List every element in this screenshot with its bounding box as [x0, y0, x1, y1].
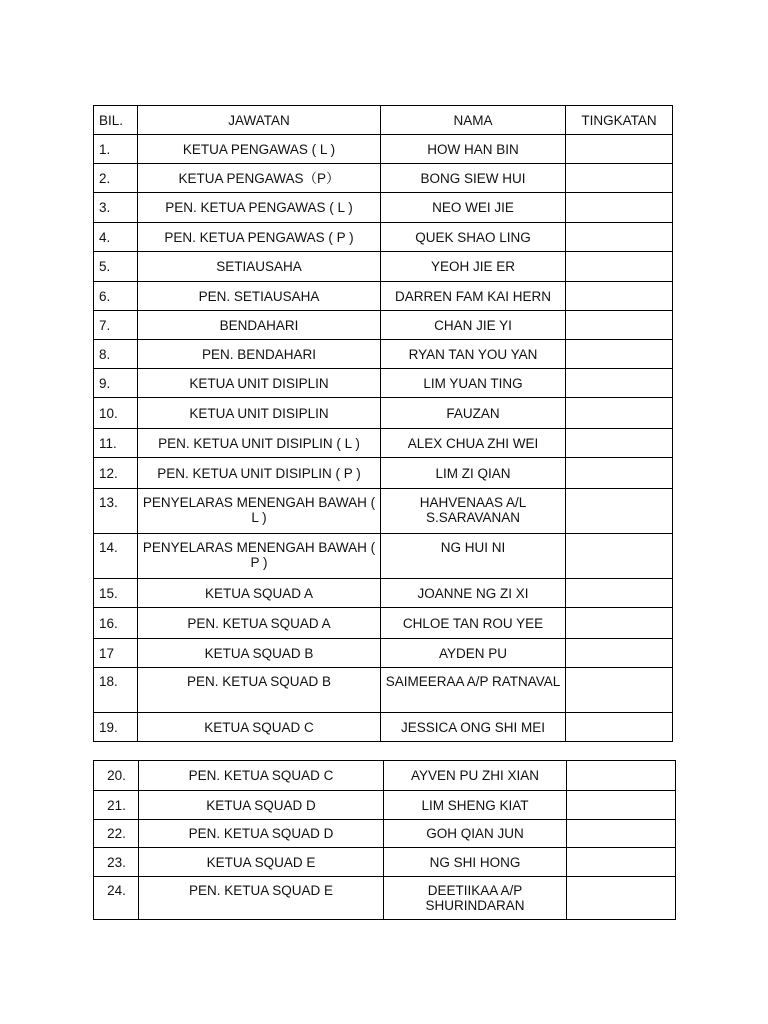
cell-jawatan: KETUA PENGAWAS（P）	[138, 164, 381, 193]
cell-jawatan: KETUA SQUAD C	[138, 713, 381, 742]
cell-bil: 23.	[94, 848, 139, 877]
table-row	[94, 820, 676, 848]
cell-tingkatan	[567, 848, 676, 877]
cell-bil: 17	[94, 639, 138, 668]
cell-jawatan: KETUA SQUAD D	[139, 791, 384, 820]
table-row	[94, 429, 673, 458]
cell-jawatan: KETUA SQUAD E	[139, 848, 384, 877]
cell-bil: 13.	[94, 489, 138, 534]
cell-nama: AYVEN PU ZHI XIAN	[384, 761, 567, 791]
cell-tingkatan	[567, 820, 676, 848]
table-row	[94, 579, 673, 608]
cell-nama: JOANNE NG ZI XI	[381, 579, 566, 608]
cell-bil: 5.	[94, 252, 138, 282]
cell-tingkatan	[566, 429, 673, 458]
cell-jawatan: PEN. KETUA SQUAD E	[139, 877, 384, 920]
cell-nama: RYAN TAN YOU YAN	[381, 340, 566, 369]
cell-tingkatan	[566, 135, 673, 164]
cell-nama: LIM YUAN TING	[381, 369, 566, 398]
cell-nama: SAIMEERAA A/P RATNAVAL	[381, 668, 566, 713]
cell-nama: CHAN JIE YI	[381, 311, 566, 340]
table-row	[94, 608, 673, 639]
cell-nama: GOH QIAN JUN	[384, 820, 567, 848]
table-row	[94, 398, 673, 429]
cell-jawatan: KETUA SQUAD B	[138, 639, 381, 668]
cell-tingkatan	[566, 458, 673, 489]
cell-bil: 16.	[94, 608, 138, 639]
cell-tingkatan	[567, 791, 676, 820]
cell-tingkatan	[567, 761, 676, 791]
table-row	[94, 668, 673, 713]
committee-table-2	[93, 760, 676, 920]
cell-nama: NG SHI HONG	[384, 848, 567, 877]
cell-nama: LIM ZI QIAN	[381, 458, 566, 489]
table-row	[94, 713, 673, 742]
header-bil: BIL.	[94, 106, 138, 135]
cell-jawatan: PEN. KETUA SQUAD A	[138, 608, 381, 639]
cell-nama: HAHVENAAS A/L S.SARAVANAN	[381, 489, 566, 534]
cell-tingkatan	[566, 252, 673, 282]
cell-bil: 1.	[94, 135, 138, 164]
cell-bil: 20.	[94, 761, 139, 791]
table-row	[94, 223, 673, 252]
table-row	[94, 311, 673, 340]
cell-tingkatan	[566, 713, 673, 742]
table-row	[94, 791, 676, 820]
cell-jawatan: KETUA SQUAD A	[138, 579, 381, 608]
cell-nama: YEOH JIE ER	[381, 252, 566, 282]
cell-nama: NG HUI NI	[381, 534, 566, 579]
cell-tingkatan	[566, 579, 673, 608]
table-row	[94, 877, 676, 920]
table-row	[94, 534, 673, 579]
header-row	[94, 106, 673, 135]
cell-bil: 24.	[94, 877, 139, 920]
cell-tingkatan	[566, 608, 673, 639]
table-row	[94, 193, 673, 223]
table-row	[94, 164, 673, 193]
cell-nama: HOW HAN BIN	[381, 135, 566, 164]
cell-jawatan: PEN. KETUA UNIT DISIPLIN ( P )	[138, 458, 381, 489]
cell-bil: 6.	[94, 282, 138, 311]
cell-jawatan: PEN. KETUA PENGAWAS ( L )	[138, 193, 381, 223]
table-row	[94, 252, 673, 282]
table-row	[94, 848, 676, 877]
cell-tingkatan	[566, 398, 673, 429]
cell-jawatan: KETUA PENGAWAS ( L )	[138, 135, 381, 164]
cell-tingkatan	[566, 282, 673, 311]
cell-bil: 10.	[94, 398, 138, 429]
committee-table-1	[93, 105, 673, 742]
cell-nama: FAUZAN	[381, 398, 566, 429]
cell-tingkatan	[566, 489, 673, 534]
cell-bil: 8.	[94, 340, 138, 369]
header-jawatan: JAWATAN	[138, 106, 381, 135]
cell-jawatan: PEN. KETUA UNIT DISIPLIN ( L )	[138, 429, 381, 458]
cell-bil: 21.	[94, 791, 139, 820]
cell-jawatan: SETIAUSAHA	[138, 252, 381, 282]
cell-bil: 12.	[94, 458, 138, 489]
cell-bil: 9.	[94, 369, 138, 398]
cell-tingkatan	[566, 668, 673, 713]
cell-bil: 14.	[94, 534, 138, 579]
cell-nama: AYDEN PU	[381, 639, 566, 668]
cell-nama: LIM SHENG KIAT	[384, 791, 567, 820]
cell-jawatan: PEN. BENDAHARI	[138, 340, 381, 369]
cell-nama: CHLOE TAN ROU YEE	[381, 608, 566, 639]
cell-nama: QUEK SHAO LING	[381, 223, 566, 252]
cell-jawatan: PEN. KETUA SQUAD C	[139, 761, 384, 791]
cell-jawatan: PENYELARAS MENENGAH BAWAH ( P )	[138, 534, 381, 579]
cell-bil: 18.	[94, 668, 138, 713]
cell-jawatan: KETUA UNIT DISIPLIN	[138, 398, 381, 429]
cell-bil: 15.	[94, 579, 138, 608]
cell-jawatan: PEN. KETUA SQUAD D	[139, 820, 384, 848]
table-row	[94, 489, 673, 534]
cell-tingkatan	[566, 223, 673, 252]
cell-tingkatan	[567, 877, 676, 920]
header-tingkatan: TINGKATAN	[566, 106, 673, 135]
table-row	[94, 761, 676, 791]
cell-bil: 7.	[94, 311, 138, 340]
cell-nama: JESSICA ONG SHI MEI	[381, 713, 566, 742]
cell-nama: DARREN FAM KAI HERN	[381, 282, 566, 311]
header-nama: NAMA	[381, 106, 566, 135]
cell-jawatan: KETUA UNIT DISIPLIN	[138, 369, 381, 398]
cell-nama: DEETIIKAA A/P SHURINDARAN	[384, 877, 567, 920]
cell-tingkatan	[566, 639, 673, 668]
cell-bil: 4.	[94, 223, 138, 252]
cell-jawatan: BENDAHARI	[138, 311, 381, 340]
cell-nama: ALEX CHUA ZHI WEI	[381, 429, 566, 458]
cell-bil: 22.	[94, 820, 139, 848]
cell-tingkatan	[566, 193, 673, 223]
table-row	[94, 369, 673, 398]
cell-tingkatan	[566, 534, 673, 579]
cell-bil: 11.	[94, 429, 138, 458]
table-row	[94, 458, 673, 489]
cell-tingkatan	[566, 369, 673, 398]
cell-bil: 2.	[94, 164, 138, 193]
cell-tingkatan	[566, 311, 673, 340]
table-row	[94, 282, 673, 311]
table-row	[94, 135, 673, 164]
cell-jawatan: PEN. KETUA SQUAD B	[138, 668, 381, 713]
committee-table-2-body	[94, 761, 676, 920]
cell-jawatan: PENYELARAS MENENGAH BAWAH ( L )	[138, 489, 381, 534]
table-row	[94, 639, 673, 668]
cell-bil: 19.	[94, 713, 138, 742]
cell-jawatan: PEN. KETUA PENGAWAS ( P )	[138, 223, 381, 252]
cell-tingkatan	[566, 164, 673, 193]
table-row	[94, 340, 673, 369]
cell-nama: BONG SIEW HUI	[381, 164, 566, 193]
cell-bil: 3.	[94, 193, 138, 223]
committee-table-1-body	[94, 106, 673, 742]
cell-nama: NEO WEI JIE	[381, 193, 566, 223]
cell-tingkatan	[566, 340, 673, 369]
cell-jawatan: PEN. SETIAUSAHA	[138, 282, 381, 311]
